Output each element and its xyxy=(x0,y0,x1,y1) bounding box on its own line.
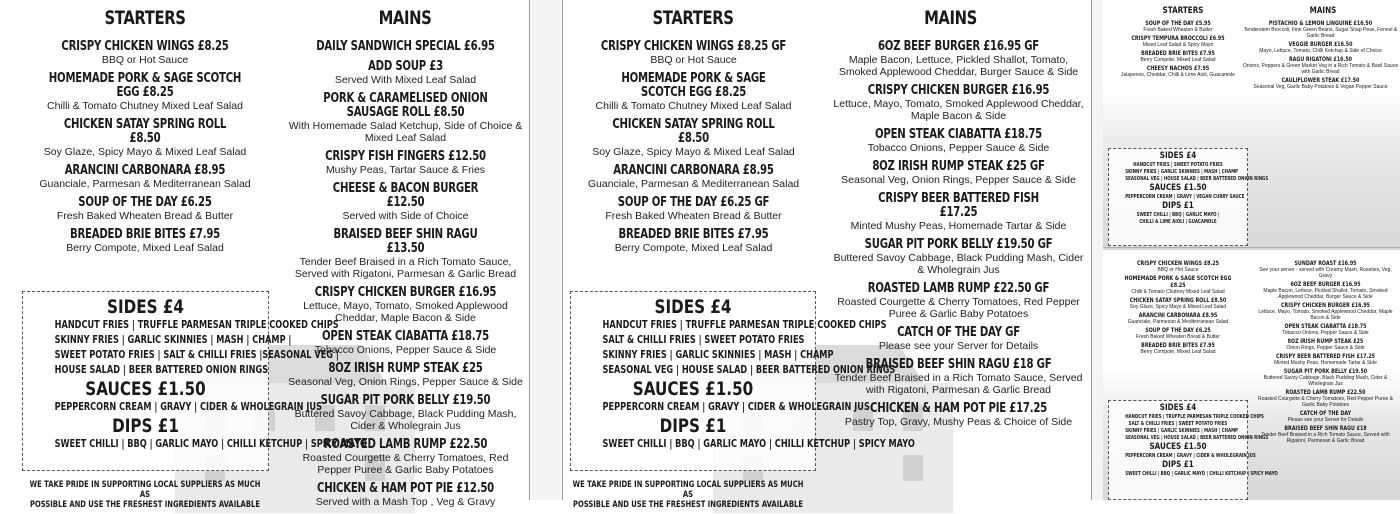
menu-item-description: Seasonal Veg, Onion Rings, Pepper Sauce & Side xyxy=(288,376,523,388)
footer-line: POSSIBLE AND USE THE FRESHEST INGREDIENTS AVAILABLE xyxy=(573,500,803,510)
menu-item-name: CRISPY CHICKEN WINGS £8.25 xyxy=(61,39,229,54)
menu-item xyxy=(831,192,1086,232)
sides-line: SEASONAL VEG | HOUSE SALAD | BEER BATTERED ONION RINGS xyxy=(602,364,896,376)
menu-item-description: Guanciale, Parmesan & Mediterranean Salad xyxy=(1127,319,1229,325)
menu-item-description: Fresh Baked Wheaten & Butter xyxy=(1143,27,1213,33)
menu-item-name: CAULIFLOWER STEAK £17.50 xyxy=(1281,77,1360,84)
footer-note xyxy=(572,480,804,510)
menu-item-name: CRISPY CHICKEN BURGER £16.95 xyxy=(314,285,497,300)
sauces-line: PEPPERCORN CREAM | GRAVY | CIDER & WHOLEGRAIN JUS xyxy=(1125,453,1256,459)
menu-item-description: Lettuce, Mayo, Tomato, Smoked Applewood Cheddar, Maple Bacon & Side xyxy=(303,300,508,324)
menu-item xyxy=(831,282,1086,320)
menu-item xyxy=(288,150,523,176)
menu-item-name: CHICKEN SATAY SPRING ROLL £8.50 xyxy=(1129,297,1227,304)
menu-item xyxy=(1253,302,1398,321)
menu-item-description: Soy Glaze, Spicy Mayo & Mixed Leaf Salad xyxy=(1129,304,1227,310)
menu-item xyxy=(288,482,523,508)
sides-line: SALT & CHILLI FRIES | SWEET POTATO FRIES xyxy=(602,334,805,346)
menu-item-name: CHEESY NACHOS £7.95 xyxy=(1146,65,1210,72)
menu-item-name: CHICKEN SATAY SPRING ROLL £8.50 xyxy=(63,117,227,146)
menu-item-description: Chilli & Tomato Chutney Mixed Leaf Salad xyxy=(595,100,792,112)
menu-item xyxy=(571,40,816,66)
menu-item-name: OPEN STEAK CIABATTA £18.75 xyxy=(322,329,489,344)
menu-item-description: Roasted Courgette & Cherry Tomatoes, Red Pepper Puree & Garlic Baby Potatoes xyxy=(837,296,1080,320)
sides-line: HANDCUT FRIES | TRUFFLE PARMESAN TRIPLE COOKED CHIPS xyxy=(602,319,887,331)
menu-item-description: Berry Compote, Mixed Leaf Salad xyxy=(1140,57,1216,63)
menu-panel-a xyxy=(0,0,530,510)
menu-item xyxy=(288,60,523,86)
footer-note xyxy=(29,480,261,510)
menu-item xyxy=(20,196,270,222)
sides-line: SWEET CHILLI | BBQ | GARLIC MAYO | xyxy=(1136,212,1220,218)
menu-item-name: SOUP OF THE DAY £6.25 xyxy=(78,195,212,210)
menu-item-name: CRISPY BEER BATTERED FISH £17.25 xyxy=(1275,353,1375,360)
menu-item xyxy=(288,362,523,388)
menu-item-name: DAILY SANDWICH SPECIAL £6.95 xyxy=(316,39,495,54)
sides-line: HANDCUT FRIES | SWEET POTATO FRIES xyxy=(1133,162,1223,168)
sides-line: SEASONAL VEG | HOUSE SALAD | BEER BATTERED ONION RINGS xyxy=(1125,176,1269,182)
menu-item-name: ROASTED LAMB RUMP £22.50 xyxy=(323,437,488,452)
menu-item xyxy=(1108,327,1248,340)
menu-item-name: SOUP OF THE DAY £6.25 GF xyxy=(617,195,770,210)
menu-item xyxy=(1253,368,1398,387)
mains-heading: MAINS xyxy=(378,7,432,29)
menu-item xyxy=(20,164,270,190)
menu-item-description: Jalapenos, Cheddar, Chilli & Lime Aioli, Guacamole xyxy=(1121,72,1235,78)
menu-item-name: CRISPY TEMPURA BROCCOLI £6.95 xyxy=(1131,35,1225,42)
menu-item-description: Please see your Server for Details xyxy=(878,340,1039,352)
menu-item xyxy=(1108,20,1248,33)
menu-item-description: Guanciale, Parmesan & Mediterranean Salad xyxy=(39,178,251,190)
sauces-title: SAUCES £1.50 xyxy=(632,378,754,400)
menu-item-name: CHICKEN & HAM POT PIE £17.25 xyxy=(869,401,1048,416)
menu-item-description: Mushy Peas, Tartar Sauce & Fries xyxy=(325,164,486,176)
menu-item-name: BREADED BRIE BITES £7.95 xyxy=(69,227,221,242)
starters-list xyxy=(571,40,816,260)
dips-title: DIPS £1 xyxy=(112,415,179,437)
panel-gap xyxy=(1093,0,1103,500)
sides-title: SIDES £4 xyxy=(1159,151,1197,161)
menu-item-name: BREADED BRIE BITES £7.95 xyxy=(618,227,769,242)
menu-item-name: ADD SOUP £3 xyxy=(368,59,443,74)
menu-item xyxy=(1253,389,1398,408)
menu-item-name: SOUP OF THE DAY £6.25 xyxy=(1145,327,1211,334)
menu-item-name: CATCH OF THE DAY GF xyxy=(897,325,1020,340)
menu-item xyxy=(20,118,270,158)
starters-heading: STARTERS xyxy=(652,7,734,29)
menu-item-description: Chilli & Tomato Chutney Mixed Leaf Salad xyxy=(1131,289,1225,295)
menu-item-description: Tender Beef Braised in a Rich Tomato Sauce, Served with Rigatoni, Parmesan & Garlic Bread xyxy=(1261,432,1390,444)
menu-item-name: ARANCINI CARBONARA £8.95 xyxy=(1138,312,1218,319)
menu-item-name: SUNDAY ROAST £16.95 xyxy=(1294,260,1357,267)
menu-item-description: Buttered Savoy Cabbage, Black Pudding Mash, Cider & Wholegrain Jus xyxy=(833,252,1084,276)
sides-line: HOUSE SALAD | BEER BATTERED ONION RINGS xyxy=(54,364,269,376)
menu-item xyxy=(1243,20,1398,39)
menu-item xyxy=(831,40,1086,78)
menu-item-description: Onions, Peppers & Green Market Veg in a Rich Tomato & Basil Sauce with Garlic Bread xyxy=(1243,63,1398,75)
menu-item xyxy=(20,228,270,254)
menu-item-name: HOMEMADE PORK & SAGE SCOTCH EGG £8.25 xyxy=(621,71,766,100)
menu-item xyxy=(1253,425,1398,444)
menu-item-description: Pastry Top, Gravy, Mushy Peas & Choice of Side xyxy=(844,416,1073,428)
sauces-line: PEPPERCORN CREAM | GRAVY | CIDER & WHOLEGRAIN JUS xyxy=(54,401,322,413)
menu-item-name: BREADED BRIE BITES £7.95 xyxy=(1141,342,1215,349)
menu-item-name: PISTACHIO & LEMON LINGUINE £16.50 xyxy=(1268,20,1373,27)
sides-box xyxy=(570,291,915,471)
menu-item-name: PORK & CARAMELISED ONION SAUSAGE ROLL £8.50 xyxy=(323,91,488,120)
menu-item-name: RAGU RIGATONI £16.50 xyxy=(1288,56,1353,63)
menu-item xyxy=(1253,353,1398,366)
footer-line: WE TAKE PRIDE IN SUPPORTING LOCAL SUPPLIERS AS MUCH AS xyxy=(572,480,804,500)
menu-item-name: ARANCINI CARBONARA £8.95 xyxy=(64,163,226,178)
menu-item-description: Tobacco Onions, Pepper Sauce & Side xyxy=(1282,330,1369,336)
menu-item-description: Maple Bacon, Lettuce, Pickled Shallot, Tomato, Smoked Applewood Cheddar, Burger Sauce & Side xyxy=(838,54,1079,78)
menu-item xyxy=(1108,260,1248,273)
menu-item xyxy=(571,196,816,222)
mains-heading: MAINS xyxy=(924,7,977,29)
mains-heading: MAINS xyxy=(1309,6,1337,16)
sides-title: SIDES £4 xyxy=(654,296,732,318)
menu-item-name: 8OZ IRISH RUMP STEAK £25 xyxy=(328,361,483,376)
menu-item-name: BREADED BRIE BITES £7.95 xyxy=(1141,50,1215,57)
menu-item-description: Soy Glaze, Spicy Mayo & Mixed Leaf Salad xyxy=(592,146,795,158)
menu-item-name: ROASTED LAMB RUMP £22.50 GF xyxy=(867,281,1050,296)
menu-item-description: Served with a Mash Top , Veg & Gravy xyxy=(315,496,496,508)
menu-item xyxy=(288,40,523,54)
menu-item-description: Mayo, Lettuce, Tomato, Chilli Ketchup & Side of Choice xyxy=(1259,48,1382,54)
menu-item-description: Lettuce, Mayo, Tomato, Smoked Applewood Cheddar, Maple Bacon & Side xyxy=(833,98,1084,122)
menu-item xyxy=(1253,338,1398,351)
sides-line: SKINNY FRIES | GARLIC SKINNIES | MASH | CHAMP xyxy=(1125,169,1238,175)
menu-item-description: Buttered Savoy Cabbage, Black Pudding Mash, Cider & Wholegrain Jus xyxy=(1263,375,1388,387)
mini-menu-bottom xyxy=(1103,250,1400,500)
starters-list xyxy=(20,40,270,260)
menu-item-name: 6OZ BEEF BURGER £16.95 GF xyxy=(877,39,1040,54)
menu-item-description: See your server - served with Creamy Mash, Roasties, Veg, Gravy xyxy=(1259,267,1392,279)
menu-panel-b xyxy=(562,0,1092,510)
sauces-line: PEPPERCORN CREAM | GRAVY | CIDER & WHOLEGRAIN JUS xyxy=(602,401,870,413)
menu-item-name: BRAISED BEEF SHIN RAGU £18 xyxy=(1284,425,1367,432)
menu-item-name: ARANCINI CARBONARA £8.95 xyxy=(613,163,774,178)
menu-item xyxy=(1108,312,1248,325)
menu-item-description: Buttered Savoy Cabbage, Black Pudding Mash, Cider & Wholegrain Jus xyxy=(294,408,517,432)
menu-item-description: Tenderstem Broccoli, Fine Green Beans, Sugar Snap Peas, Fennel & Garlic Bread xyxy=(1243,27,1398,39)
menu-item xyxy=(20,72,270,112)
menu-item-name: BRAISED BEEF SHIN RAGU £13.50 xyxy=(333,227,478,256)
menu-item-name: ROASTED LAMB RUMP £22.50 xyxy=(1285,389,1366,396)
menu-item-name: CRISPY CHICKEN WINGS £8.25 xyxy=(1136,260,1219,267)
sides-box xyxy=(22,291,367,471)
starters-heading: STARTERS xyxy=(104,7,186,29)
menu-item-description: Please see your Server for Details xyxy=(1287,417,1364,423)
menu-item-description: Tobacco Onions, Pepper Sauce & Side xyxy=(314,344,497,356)
menu-item-name: CATCH OF THE DAY xyxy=(1299,410,1352,417)
menu-item-description: BBQ or Hot Sauce xyxy=(1157,267,1199,273)
menu-item-name: VEGGIE BURGER £16.50 xyxy=(1288,41,1353,48)
starters-heading: STARTERS xyxy=(1162,6,1204,16)
menu-item xyxy=(831,160,1086,186)
menu-item xyxy=(1108,65,1248,78)
menu-item-name: CRISPY CHICKEN WINGS £8.25 GF xyxy=(600,39,787,54)
menu-item-name: SUGAR PIT PORK BELLY £19.50 xyxy=(1283,368,1368,375)
menu-item-name: CRISPY FISH FINGERS £12.50 xyxy=(325,149,486,164)
menu-item-name: HOMEMADE PORK & SAGE SCOTCH EGG £8.25 xyxy=(1124,275,1232,289)
sauces-line: PEPPERCORN CREAM | GRAVY | VEGAN CURRY SAUCE xyxy=(1125,194,1245,200)
menu-item-name: CRISPY BEER BATTERED FISH £17.25 xyxy=(878,191,1039,220)
menu-item xyxy=(288,394,523,432)
sides-line: SALT & CHILLI FRIES | SWEET POTATO FRIES xyxy=(1128,421,1228,427)
menu-item-description: Mixed Leaf Salad & Spicy Mayo xyxy=(1142,42,1214,48)
menu-item-name: CRISPY CHICKEN BURGER £16.95 xyxy=(1280,302,1371,309)
menu-item-name: HOMEMADE PORK & SAGE SCOTCH EGG £8.25 xyxy=(48,71,242,100)
menu-item xyxy=(1108,35,1248,48)
sides-line: CHILLI & LIME AIOLI | GUACAMOLE xyxy=(1139,219,1217,225)
menu-item-description: Onion Rings, Pepper Sauce & Side xyxy=(1286,345,1365,351)
menu-item xyxy=(571,228,816,254)
menu-item-description: Chilli & Tomato Chutney Mixed Leaf Salad xyxy=(47,100,243,112)
menu-item-description: Roasted Courgette & Cherry Tomatoes, Red Pepper Puree & Garlic Baby Potatoes xyxy=(302,452,509,476)
menu-item-description: Served with Side of Choice xyxy=(342,210,469,222)
sides-line: SEASONAL VEG | HOUSE SALAD | BEER BATTERED ONION RINGS xyxy=(1125,435,1269,441)
menu-item-description: Berry Compote, Mixed Leaf Salad xyxy=(614,242,773,254)
menu-item xyxy=(1108,275,1248,295)
menu-item xyxy=(288,92,523,144)
menu-item-name: CRISPY CHICKEN BURGER £16.95 xyxy=(867,83,1050,98)
menu-item-description: Served With Mixed Leaf Salad xyxy=(334,74,477,86)
sauces-title: SAUCES £1.50 xyxy=(1149,442,1207,452)
sides-title: SIDES £4 xyxy=(1159,403,1197,413)
menu-item xyxy=(831,84,1086,122)
starters-list xyxy=(1108,260,1248,357)
menu-item-description: Fresh Baked Wheaten Bread & Butter xyxy=(1136,334,1220,340)
dips-line: SWEET CHILLI | BBQ | GARLIC MAYO | CHILLI KETCHUP | SPICY MAYO xyxy=(602,438,915,450)
menu-item xyxy=(571,118,816,158)
menu-item-name: 8OZ IRISH RUMP STEAK £25 GF xyxy=(872,159,1045,174)
sides-line: SKINNY FRIES | GARLIC SKINNIES | MASH | CHAMP xyxy=(1125,428,1238,434)
menu-item-description: Roasted Courgette & Cherry Tomatoes, Red Pepper Puree & Garlic Baby Potatoes xyxy=(1258,396,1393,408)
menu-item-name: CHEESE & BACON BURGER £12.50 xyxy=(332,181,479,210)
dips-title: DIPS £1 xyxy=(659,415,727,437)
menu-item-name: CHICKEN SATAY SPRING ROLL £8.50 xyxy=(612,117,775,146)
sides-box xyxy=(1108,400,1278,500)
dips-line: SWEET CHILLI | BBQ | GARLIC MAYO | CHILLI KETCHUP | SPICY MAYO xyxy=(1125,471,1278,477)
menu-item xyxy=(1243,41,1398,54)
menu-item-description: Berry Compote, Mixed Leaf Salad xyxy=(66,242,224,254)
menu-item-name: OPEN STEAK CIABATTA £18.75 xyxy=(1284,323,1367,330)
menu-item-description: Seasonal Veg, Onion Rings, Pepper Sauce & Side xyxy=(841,174,1076,186)
menu-item xyxy=(831,128,1086,154)
menu-item xyxy=(1253,281,1398,300)
menu-item xyxy=(1243,56,1398,75)
menu-item-name: CHICKEN & HAM POT PIE £12.50 xyxy=(316,481,495,496)
dips-line: SWEET CHILLI | BBQ | GARLIC MAYO | CHILLI KETCHUP | SPICY MAYO xyxy=(54,438,367,450)
sides-box xyxy=(1108,148,1269,246)
menu-item-description: Tender Beef Braised in a Rich Tomato Sauce, Served with Rigatoni, Parmesan & Garlic Bread xyxy=(834,372,1083,396)
menu-item-description: Maple Bacon, Lettuce, Pickled Shallot, Tomato, Smoked Applewood Cheddar, Burger Sauce & Side xyxy=(1263,288,1388,300)
menu-item xyxy=(831,238,1086,276)
menu-item-description: Lettuce, Mayo, Tomato, Smoked Applewood Cheddar, Maple Bacon & Side xyxy=(1258,309,1393,321)
sauces-title: SAUCES £1.50 xyxy=(1149,183,1207,193)
sides-title: SIDES £4 xyxy=(107,296,184,318)
menu-item xyxy=(288,182,523,222)
menu-item-description: Minted Mushy Peas, Homemade Tartar & Side xyxy=(850,220,1067,232)
menu-item xyxy=(571,164,816,190)
menu-item xyxy=(288,228,523,280)
footer-line: WE TAKE PRIDE IN SUPPORTING LOCAL SUPPLIERS AS MUCH AS xyxy=(29,480,261,500)
menu-item-description: Minted Mushy Peas, Homemade Tartar & Side xyxy=(1274,360,1377,366)
menu-item-name: 8OZ IRISH RUMP STEAK £25 xyxy=(1287,338,1364,345)
sides-line: SKINNY FRIES | GARLIC SKINNIES | MASH | CHAMP xyxy=(602,349,834,361)
menu-item-description: Tender Beef Braised in a Rich Tomato Sauce, Served with Rigatoni, Parmesan & Garlic Bread xyxy=(294,256,517,280)
sides-line: HANDCUT FRIES | TRUFFLE PARMESAN TRIPLE COOKED CHIPS xyxy=(1125,414,1264,420)
sides-line: SWEET POTATO FRIES | SALT & CHILLI FRIES |SEASONAL VEG | xyxy=(54,349,339,361)
menu-item-name: SUGAR PIT PORK BELLY £19.50 xyxy=(320,393,491,408)
menu-item-name: SUGAR PIT PORK BELLY £19.50 GF xyxy=(864,237,1053,252)
sides-line: HANDCUT FRIES | TRUFFLE PARMESAN TRIPLE COOKED CHIPS xyxy=(54,319,339,331)
menu-item-description: Seasonal Veg, Garlic Baby Potatoes & Vegan Pepper Sauce xyxy=(1253,84,1388,90)
menu-item-name: BRAISED BEEF SHIN RAGU £18 GF xyxy=(865,357,1052,372)
sides-line: SKINNY FRIES | GARLIC SKINNIES | MASH | CHAMP | xyxy=(54,334,292,346)
menu-item-description: BBQ or Hot Sauce xyxy=(101,54,189,66)
menu-item-description: Fresh Baked Wheaten Bread & Butter xyxy=(605,210,782,222)
menu-item xyxy=(20,40,270,66)
menu-item-description: Tobacco Onions, Pepper Sauce & Side xyxy=(867,142,1050,154)
panel-gap xyxy=(531,0,561,500)
menu-item xyxy=(1108,342,1248,355)
menu-item xyxy=(1253,410,1398,423)
menu-item-description: Fresh Baked Wheaten Bread & Butter xyxy=(56,210,234,222)
mini-menu-top xyxy=(1103,0,1400,248)
menu-item-name: 6OZ BEEF BURGER £16.95 xyxy=(1290,281,1361,288)
footer-line: POSSIBLE AND USE THE FRESHEST INGREDIENTS AVAILABLE xyxy=(30,500,260,510)
menu-item xyxy=(1243,77,1398,90)
mains-list xyxy=(1253,260,1398,446)
menu-item-description: BBQ or Hot Sauce xyxy=(650,54,737,66)
sauces-title: SAUCES £1.50 xyxy=(85,378,206,400)
mains-list xyxy=(1243,20,1398,92)
starters-list xyxy=(1108,20,1248,80)
menu-item xyxy=(571,72,816,112)
menu-item-description: Berry Compote, Mixed Leaf Salad xyxy=(1140,349,1216,355)
menu-item-description: With Homemade Salad Ketchup, Side of Choice & Mixed Leaf Salad xyxy=(288,120,523,144)
menu-item-name: OPEN STEAK CIABATTA £18.75 xyxy=(875,127,1042,142)
menu-item xyxy=(1108,50,1248,63)
menu-item-name: SOUP OF THE DAY £5.95 xyxy=(1145,20,1211,27)
menu-item xyxy=(1253,323,1398,336)
menu-item-description: Soy Glaze, Spicy Mayo & Mixed Leaf Salad xyxy=(43,146,247,158)
menu-item xyxy=(1108,297,1248,310)
dips-title: DIPS £1 xyxy=(1162,460,1194,470)
menu-item-description: Guanciale, Parmesan & Mediterranean Salad xyxy=(587,178,800,190)
dips-title: DIPS £1 xyxy=(1162,201,1194,211)
menu-item xyxy=(1253,260,1398,279)
